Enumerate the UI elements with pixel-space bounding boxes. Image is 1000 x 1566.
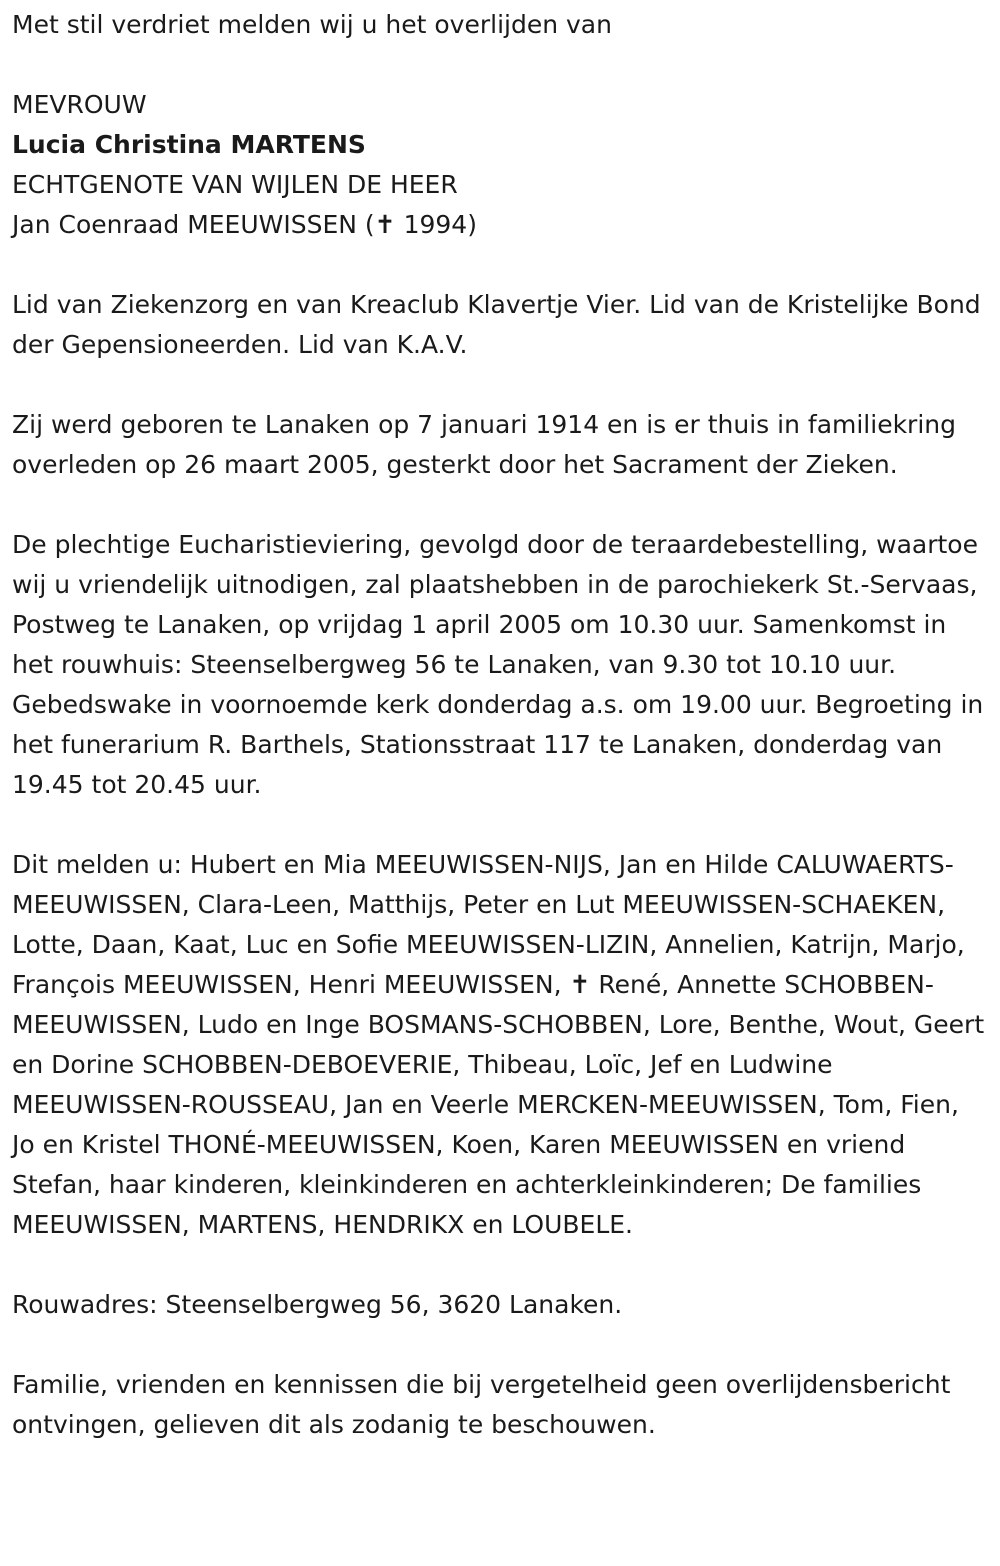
family-paragraph: Dit melden u: Hubert en Mia MEEUWISSEN-NIJS, Jan en Hilde CALUWAERTS-MEEUWISSEN, Clara-Leen, Matthijs, Peter en Lut MEEUWISSEN-SCHAEKEN, Lotte, Daan, Kaat, Luc en Sofie MEEUWISSEN-LIZIN, Annelien, Katrijn, Marjo, François MEEUWISSEN, Henri MEEUWISSEN, ✝ René, Annette SCHOBBEN-MEEUWISSEN, Ludo en Inge BOSMANS-SCHOBBEN, Lore, Benthe, Wout, Geert en Dorine SCHOBBEN-DEBOEVERIE, Thibeau, Loïc, Jef en Ludwine MEEUWISSEN-ROUSSEAU, Jan en Veerle MERCKEN-MEEUWISSEN, Tom, Fien, Jo en Kristel THONÉ-MEEUWISSEN, Koen, Karen MEEUWISSEN en vriend Stefan, haar kinderen, kleinkinderen en achterkleinkinderen; De families MEEUWISSEN, MARTENS, HENDRIKX en LOUBELE. xyxy=(12,850,985,1239)
spacer xyxy=(12,365,988,405)
spacer xyxy=(12,1245,988,1285)
spacer xyxy=(12,805,988,845)
birth-death-paragraph: Zij werd geboren te Lanaken op 7 januari 1914 en is er thuis in familiekring overleden op 26 maart 2005, gesterkt door het Sacrament der Zieken. xyxy=(12,410,956,479)
spacer xyxy=(12,45,988,85)
relation-line: ECHTGENOTE VAN WIJLEN DE HEER xyxy=(12,170,458,199)
spacer xyxy=(12,245,988,285)
intro-line: Met stil verdriet melden wij u het overlijden van xyxy=(12,10,612,39)
spacer xyxy=(12,485,988,525)
membership-paragraph: Lid van Ziekenzorg en van Kreaclub Klavertje Vier. Lid van de Kristelijke Bond der Gepensioneerden. Lid van K.A.V. xyxy=(12,290,981,359)
ceremony-paragraph: De plechtige Eucharistieviering, gevolgd door de teraardebestelling, waartoe wij u vriendelijk uitnodigen, zal plaatshebben in de parochiekerk St.-Servaas, Postweg te Lanaken, op vrijdag 1 april 2005 om 10.30 uur. Samenkomst in het rouwhuis: Steenselbergweg 56 te Lanaken, van 9.30 tot 10.10 uur. Gebedswake in voornoemde kerk donderdag a.s. om 19.00 uur. Begroeting in het funerarium R. Barthels, Stationsstraat 117 te Lanaken, donderdag van 19.45 tot 20.45 uur. xyxy=(12,530,984,799)
closing-paragraph: Familie, vrienden en kennissen die bij vergetelheid geen overlijdensbericht ontvingen, gelieven dit als zodanig te beschouwen. xyxy=(12,1370,951,1439)
honorific: MEVROUW xyxy=(12,90,147,119)
spacer xyxy=(12,1325,988,1365)
spouse-line: Jan Coenraad MEEUWISSEN (✝ 1994) xyxy=(12,210,477,239)
deceased-name: Lucia Christina MARTENS xyxy=(12,130,366,159)
address-line: Rouwadres: Steenselbergweg 56, 3620 Lanaken. xyxy=(12,1290,623,1319)
